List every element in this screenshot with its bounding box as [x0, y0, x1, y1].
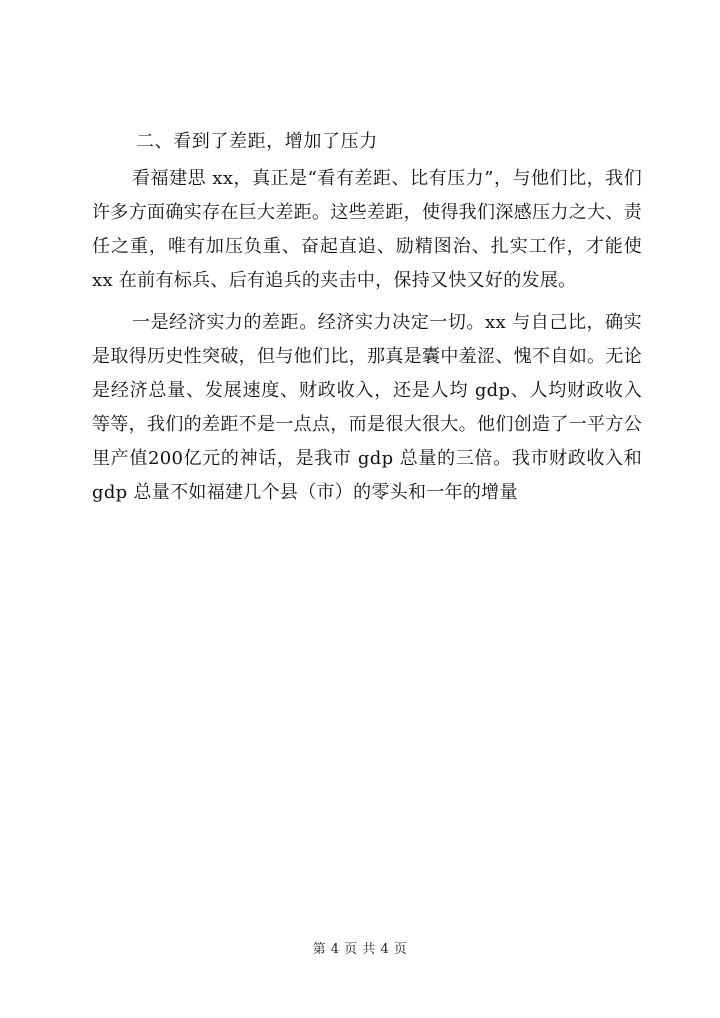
page-footer: 第 4 页 共 4 页 [312, 942, 408, 957]
section-heading: 二、看到了差距，增加了压力 [136, 131, 378, 152]
paragraph-economic-gap: 一是经济实力的差距。经济实力决定一切。xx 与自己比，确实是取得历史性突破，但与他们比，那真是囊中羞涩、愧不自如。无论是经济总量、发展速度、财政收入，还是人均 gdp、人均财政收入等等，我们的差距不是一点点，而是很大很大。他们创造了一平方公里产值200亿元的神话，是我市 gdp 总量的三倍。我市财政收入和 gdp 总量不如福建几个县（市）的零头和一年的增量 [92, 312, 642, 503]
document-body [92, 128, 642, 518]
paragraph-intro: 看福建思 xx，真正是“看有差距、比有压力”，与他们比，我们许多方面确实存在巨大差距。这些差距，使得我们深感压力之大、责任之重，唯有加压负重、奋起直追、励精图治、扎实工作，才能使 xx 在前有标兵、后有追兵的夹击中，保持又快又好的发展。 [92, 168, 642, 291]
